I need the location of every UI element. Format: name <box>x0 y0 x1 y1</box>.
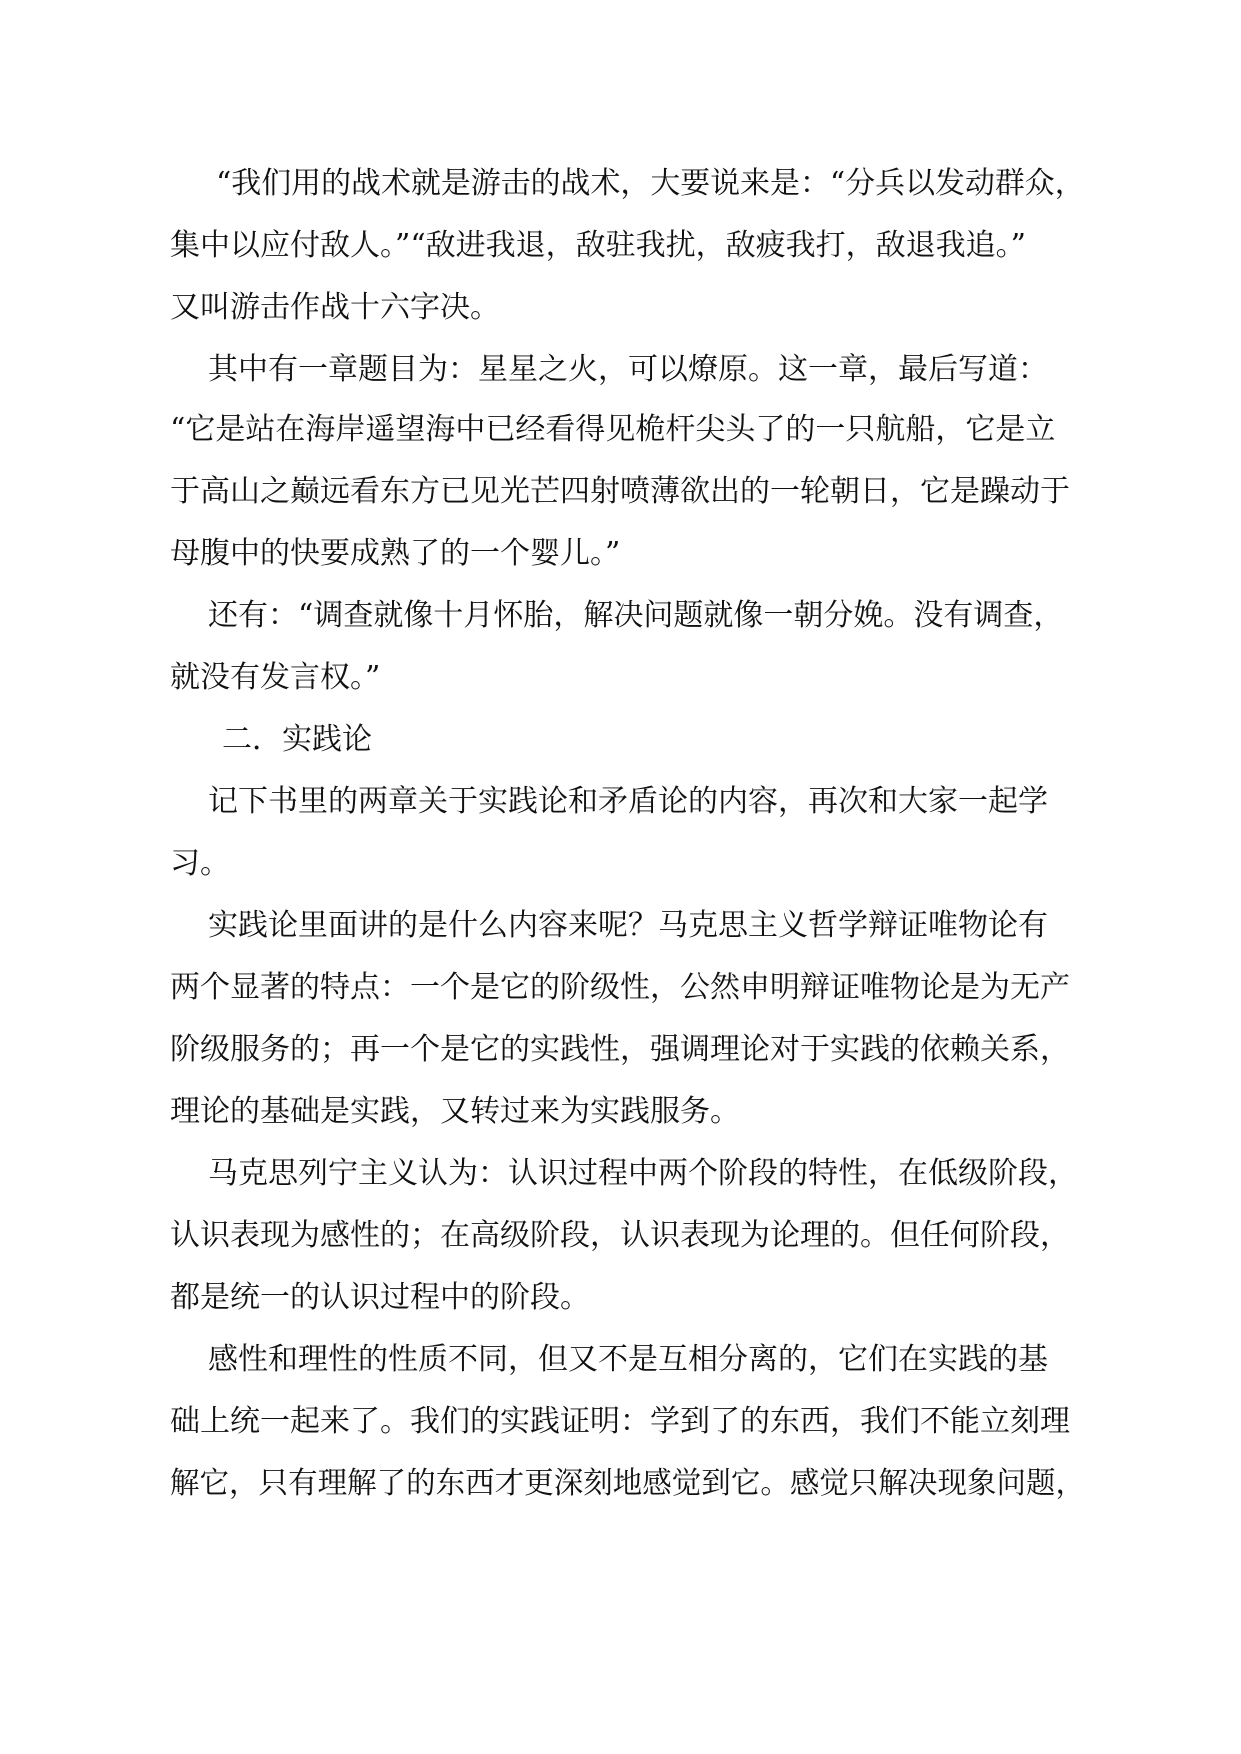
text-line: “它是站在海岸遥望海中已经看得见桅杆尖头了的一只航船，它是立 <box>170 412 1056 447</box>
text-line: 都是统一的认识过程中的阶段。 <box>170 1280 590 1315</box>
text-line: 础上统一起来了。我们的实践证明：学到了的东西，我们不能立刻理 <box>170 1404 1070 1439</box>
text-line: 习。 <box>170 846 230 881</box>
text-line: 感性和理性的性质不同，但又不是互相分离的，它们在实践的基 <box>208 1342 1048 1377</box>
text-line: 就没有发言权。” <box>170 660 381 695</box>
section-heading: 二．实践论 <box>222 722 372 757</box>
text-line: 记下书里的两章关于实践论和矛盾论的内容，再次和大家一起学 <box>208 784 1048 819</box>
text-line: 实践论里面讲的是什么内容来呢？马克思主义哲学辩证唯物论有 <box>208 908 1048 943</box>
text-line: “我们用的战术就是游击的战术，大要说来是：“分兵以发动群众， <box>216 166 1085 201</box>
text-line: 又叫游击作战十六字决。 <box>170 290 500 325</box>
text-line: 集中以应付敌人。”“敌进我退，敌驻我扰，敌疲我打，敌退我追。” <box>170 228 1027 263</box>
text-line: 其中有一章题目为：星星之火，可以燎原。这一章，最后写道： <box>208 352 1048 387</box>
text-line: 阶级服务的；再一个是它的实践性，强调理论对于实践的依赖关系， <box>170 1032 1070 1067</box>
text-line: 还有：“调查就像十月怀胎，解决问题就像一朝分娩。没有调查， <box>208 598 1064 633</box>
text-line: 于高山之巅远看东方已见光芒四射喷薄欲出的一轮朝日，它是躁动于 <box>170 474 1070 509</box>
text-line: 解它，只有理解了的东西才更深刻地感觉到它。感觉只解决现象问题， <box>170 1466 1086 1501</box>
text-line: 两个显著的特点：一个是它的阶级性，公然申明辩证唯物论是为无产 <box>170 970 1070 1005</box>
text-line: 马克思列宁主义认为：认识过程中两个阶段的特性，在低级阶段， <box>208 1156 1078 1191</box>
text-line: 认识表现为感性的；在高级阶段，认识表现为论理的。但任何阶段， <box>170 1218 1070 1253</box>
text-line: 母腹中的快要成熟了的一个婴儿。” <box>170 536 621 571</box>
text-line: 理论的基础是实践，又转过来为实践服务。 <box>170 1094 740 1129</box>
